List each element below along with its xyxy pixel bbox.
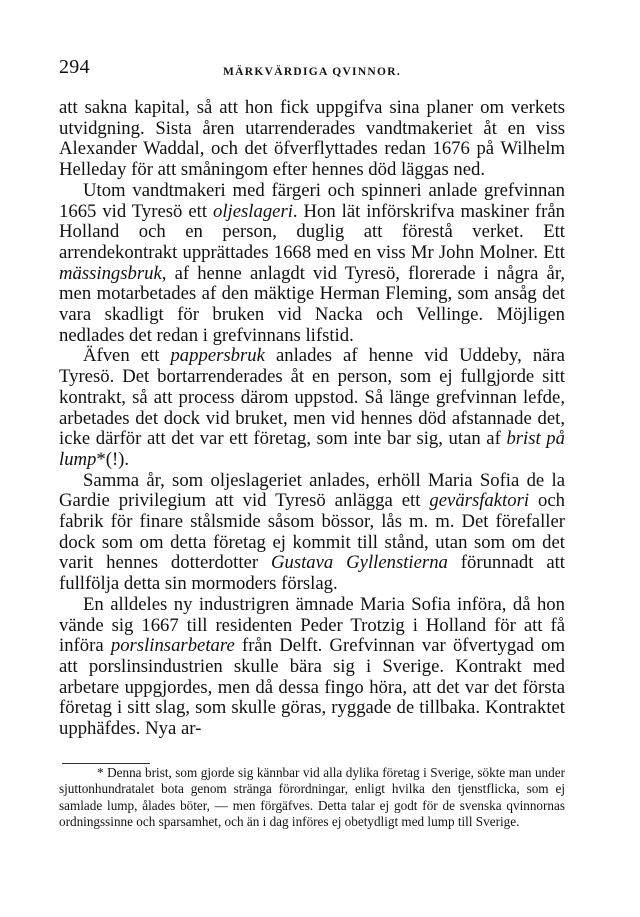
body-text [59, 98, 565, 740]
term-gevarsfaktori: gevärsfaktori [429, 490, 530, 512]
page-header [59, 56, 565, 86]
book-page [59, 56, 565, 830]
paragraph-5 [59, 595, 565, 740]
term-porslinsarbetare: porslinsarbetare [110, 635, 235, 657]
paragraph-4-text-c: förunnadt att fullfölja detta sin mormoders förslag. [59, 552, 565, 595]
paragraph-1 [59, 98, 565, 181]
paragraph-3 [59, 346, 565, 470]
name-gustava-gyllenstierna: Gustava Gyllenstierna [270, 552, 448, 574]
footnote-divider [62, 763, 150, 764]
term-massingsbruk: mässingsbruk [59, 262, 162, 284]
paragraph-2-text-a: Utom vandtmakeri med färgeri och spinneri anlade grefvinnan 1665 vid Tyresö ett [59, 179, 565, 222]
paragraph-2 [59, 181, 565, 347]
paragraph-4-text-a: Samma år, som oljeslageriet anlades, erhöll Maria Sofia de la Gardie privilegium att vid Tyresö anlägga ett [59, 469, 565, 512]
paragraph-3-text-b: anlades af henne vid Uddeby, nära Tyresö. Det bortarrenderades åt en person, som ej fullgjorde sitt kontrakt, så att process därom uppstod. Så länge grefvinnan lefde, arbetades det dock vid bruket, men vid hennes död afstannade det, icke därför att det var ett företag, som inte bar sig, utan af [59, 345, 565, 450]
paragraph-3-text-a: Äfven ett [83, 345, 171, 367]
running-title: MÄRKVÄRDIGA QVINNOR. [223, 66, 402, 78]
term-oljeslageri: oljeslageri [212, 200, 293, 222]
footnote-marker[interactable]: *(!). [96, 448, 130, 470]
term-pappersbruk: pappersbruk [170, 345, 265, 367]
footnote: * Denna brist, som gjorde sig kännbar vid alla dylika företag i Sverige, sökte man under sjuttonhundratalet bota genom stränga förordningar, enligt hvilka den tjenstflicka, som ej samlade lump, ålades böter, — men förgäfves. Detta talar ej godt för de svenska qvinnornas ordningssinne och sparsamhet, och än i dag införes ej obetydligt med lump till Sverige. [59, 765, 565, 830]
paragraph-4 [59, 471, 565, 595]
paragraph-1-text: att sakna kapital, så att hon fick uppgifva sina planer om verkets utvidgning. Sista åren utarrenderades vandtmakeriet åt en viss Alexander Waddal, och det öfverflyttades redan 1676 på Wilhelm Helleday för att småningom efter hennes död läggas ned. [59, 97, 565, 181]
term-brist-pa-lump: brist på lump [59, 428, 565, 470]
paragraph-5-text-a: En alldeles ny industrigren ämnade Maria Sofia införa, då hon vände sig 1667 till residenten Peder Trotzig i Holland för att få införa [59, 593, 565, 657]
paragraph-2-text-b: . Hon lät införskrifva maskiner från Holland och en person, duglig att förestå verket. Ett arrendekontrakt upprättades 1668 med en viss Mr John Molner. Ett [59, 200, 565, 263]
paragraph-4-text-b: och fabrik för finare stålsmide såsom bössor, lås m. m. Det förefaller dock som om detta företag ej kommit till stånd, utan som om det varit hennes dotterdotter [59, 490, 565, 574]
paragraph-5-text-b: från Delft. Grefvinnan var öfvertygad om att porslinsindustrien skulle bära sig i Sverige. Kontrakt med arbetare uppgjordes, men då dessa fingo höra, att det var det första företag i sitt slag, som skulle göras, ryggade de tillbaka. Kontraktet upphäfdes. Nya ar- [59, 635, 565, 740]
page-number: 294 [59, 56, 90, 78]
paragraph-2-text-c: , af henne anlagdt vid Tyresö, florerade i några år, men motarbetades af den mäktige Herman Fleming, som ansåg det vara skadligt för bruken vid Nacka och Vellinge. Möjligen nedlades det redan i grefvinnans lifstid. [59, 262, 565, 346]
